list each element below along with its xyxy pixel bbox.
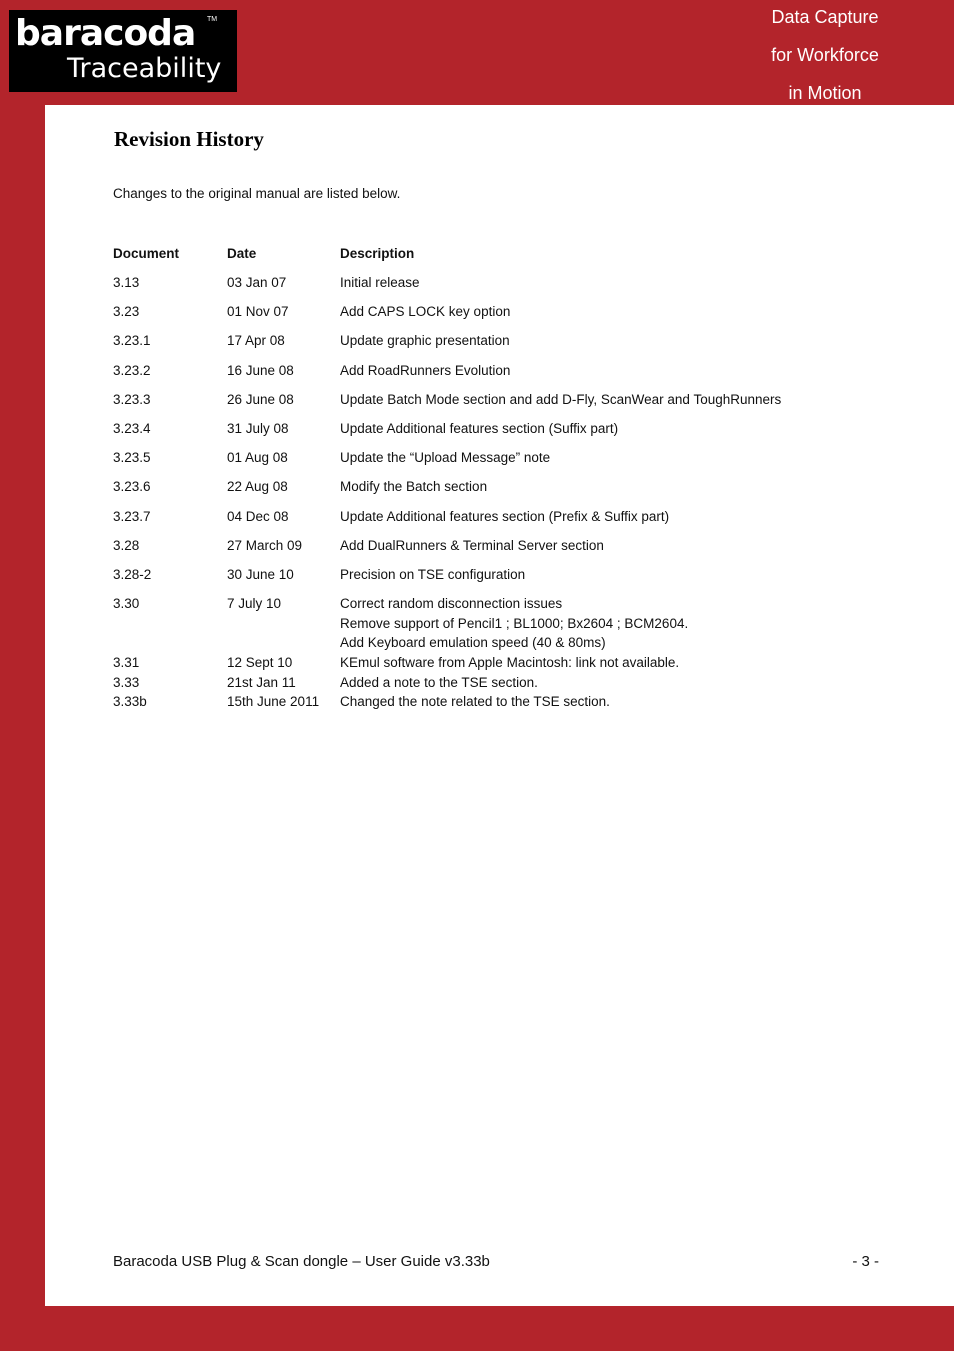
- table-row: [113, 302, 873, 331]
- cell-document: 3.13: [113, 275, 140, 290]
- cell-description: [340, 361, 510, 381]
- cell-date: 15th June 2011: [227, 694, 320, 710]
- table-row: [113, 594, 873, 653]
- cell-description: [340, 653, 679, 673]
- description-line: Update Batch Mode section and add D-Fly, ScanWear and ToughRunners: [340, 391, 782, 407]
- tagline-line: for Workforce: [771, 45, 879, 65]
- header-tagline: [745, 0, 905, 114]
- intro-text: Changes to the original manual are listed below.: [113, 186, 401, 201]
- description-line: Update the “Upload Message” note: [340, 450, 551, 466]
- cell-date: 26 June 08: [227, 391, 294, 407]
- table-row: [113, 419, 873, 448]
- cell-document: 3.23.7: [113, 508, 151, 524]
- cell-date: 01 Aug 08: [227, 450, 288, 466]
- description-line: Modify the Batch section: [340, 479, 488, 495]
- cell-document: 3.33: [113, 674, 140, 690]
- cell-date: 12 Sept 10: [227, 655, 293, 671]
- tagline-line: Data Capture: [771, 7, 879, 27]
- cell-description: [340, 565, 525, 585]
- cell-document: 3.23.5: [113, 450, 151, 466]
- cell-description: [340, 477, 487, 497]
- table-row: [113, 673, 873, 693]
- table-row: [113, 565, 873, 594]
- table-row: [113, 507, 873, 536]
- cell-date: 01 Nov 07: [227, 304, 289, 320]
- description-line: Precision on TSE configuration: [340, 566, 526, 582]
- table-row: [113, 273, 873, 302]
- cell-description: [340, 419, 618, 439]
- baracoda-logo: [9, 10, 237, 92]
- table-row: [113, 331, 873, 360]
- cell-description: [340, 331, 510, 351]
- cell-date: 30 June 10: [227, 566, 294, 582]
- header-date: Date: [227, 246, 257, 261]
- cell-description: [340, 507, 669, 527]
- description-line: Update Additional features section (Prefix & Suffix part): [340, 508, 670, 524]
- footer-doc-title: Baracoda USB Plug & Scan dongle – User Guide v3.33b: [113, 1253, 490, 1270]
- table-header-row: [113, 244, 873, 273]
- table-row: [113, 536, 873, 565]
- cell-date: 22 Aug 08: [227, 479, 288, 495]
- cell-document: 3.23.6: [113, 479, 151, 495]
- cell-description: [340, 390, 781, 410]
- logo-wordmark: baracoda: [15, 13, 196, 54]
- cell-description: [340, 594, 688, 653]
- table-row: [113, 653, 873, 673]
- description-line: Add Keyboard emulation speed (40 & 80ms): [340, 635, 606, 651]
- cell-document: 3.23.3: [113, 391, 151, 407]
- description-line: Update graphic presentation: [340, 333, 510, 349]
- cell-date: 04 Dec 08: [227, 508, 289, 524]
- cell-document: 3.23.2: [113, 362, 151, 378]
- description-line: Remove support of Pencil1 ; BL1000; Bx2604 ; BCM2604.: [340, 615, 689, 631]
- cell-date: 27 March 09: [227, 537, 303, 553]
- logo-subtitle: Traceability: [67, 53, 222, 84]
- table-row: [113, 692, 873, 712]
- cell-date: 17 Apr 08: [227, 333, 285, 349]
- cell-description: [340, 448, 550, 468]
- cell-document: 3.30: [113, 596, 140, 612]
- cell-description: [340, 536, 604, 556]
- cell-description: [340, 673, 538, 693]
- header-document: Document: [113, 246, 180, 261]
- cell-document: 3.28: [113, 537, 140, 553]
- description-line: Added a note to the TSE section.: [340, 674, 538, 690]
- cell-date: 31 July 08: [227, 420, 289, 436]
- description-line: Correct random disconnection issues: [340, 596, 563, 612]
- table-row: [113, 390, 873, 419]
- cell-document: 3.33b: [113, 694, 147, 710]
- cell-date: 16 June 08: [227, 362, 294, 378]
- footer-page-number: - 3 -: [852, 1253, 879, 1270]
- cell-document: 3.23.1: [113, 333, 151, 349]
- tagline-line: in Motion: [788, 83, 862, 103]
- description-line: Add CAPS LOCK key option: [340, 304, 511, 320]
- description-line: Add RoadRunners Evolution: [340, 362, 511, 378]
- cell-document: 3.23: [113, 304, 140, 320]
- table-row: [113, 361, 873, 390]
- cell-date: 21st Jan 11: [227, 674, 296, 690]
- table-row: [113, 448, 873, 477]
- cell-date: 7 July 10: [227, 596, 282, 612]
- header-description: Description: [340, 246, 415, 261]
- description-line: Add DualRunners & Terminal Server section: [340, 537, 604, 553]
- cell-document: 3.31: [113, 655, 140, 671]
- page-title: Revision History: [114, 127, 264, 151]
- description-line: Initial release: [340, 275, 420, 290]
- cell-description: [340, 273, 420, 293]
- revision-table: [113, 244, 873, 712]
- description-line: KEmul software from Apple Macintosh: link not available.: [340, 655, 680, 671]
- table-row: [113, 477, 873, 506]
- description-line: Update Additional features section (Suffix part): [340, 420, 619, 436]
- cell-document: 3.28-2: [113, 566, 152, 582]
- description-line: Changed the note related to the TSE section.: [340, 694, 610, 710]
- logo-trademark: TM: [207, 16, 218, 23]
- cell-description: [340, 302, 510, 322]
- cell-document: 3.23.4: [113, 420, 151, 436]
- cell-description: [340, 692, 610, 712]
- cell-date: 03 Jan 07: [227, 275, 287, 290]
